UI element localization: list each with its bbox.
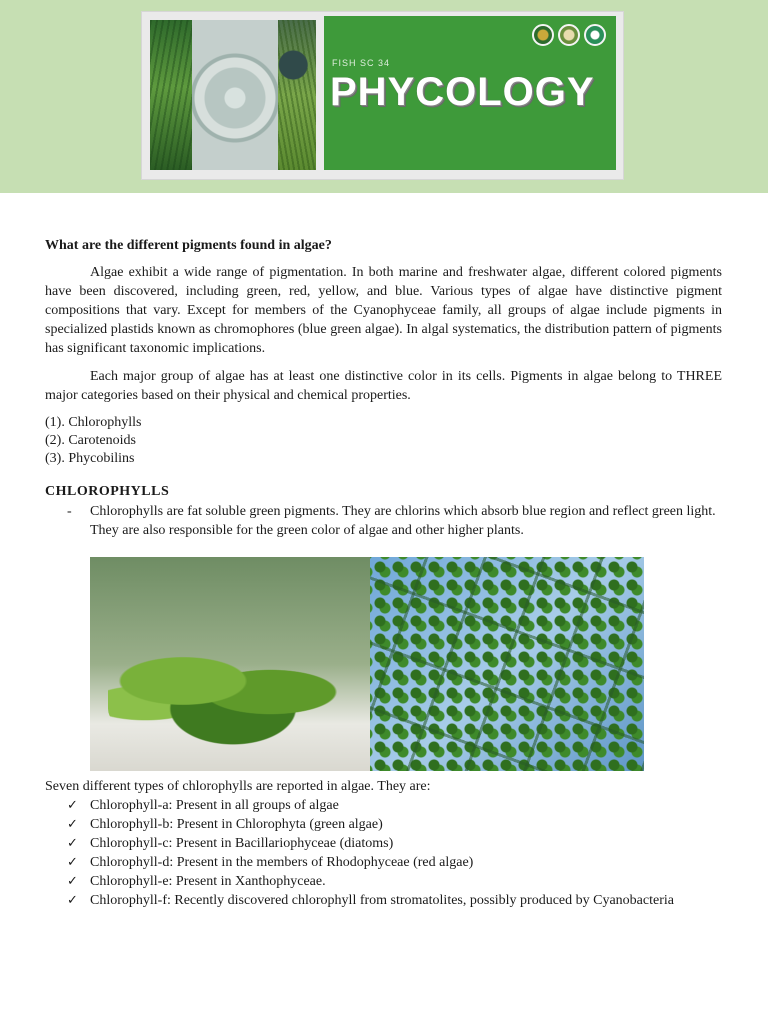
list-item: (1). Chlorophylls [45,415,142,430]
list-item [45,891,722,910]
logo-group [532,24,606,46]
seaweed-clump [108,637,358,747]
checkmark-icon: ✓ [67,893,78,908]
list-item [45,872,722,891]
list-item [45,834,722,853]
list-item-text: Chlorophyll-d: Present in the members of Rhodophyceae (red algae) [90,855,474,870]
types-intro: Seven different types of chlorophylls are reported in algae. They are: [45,779,431,794]
question-heading: What are the different pigments found in algae? [45,238,332,253]
list-item-text: Chlorophyll-b: Present in Chlorophyta (green algae) [90,817,383,832]
chlorophyll-figure [90,557,644,771]
list-item [45,815,722,834]
description-text: Chlorophylls are fat soluble green pigments. They are chlorins which absorb blue region and reflect green light. They are also responsible for the green color of algae and other higher plants. [90,504,716,538]
checkmark-icon: ✓ [67,798,78,813]
banner-title-panel [324,16,616,170]
chloroplast-cells-photo [370,557,644,771]
seagrass-photo [150,20,192,170]
green-algae-photo [90,557,370,771]
moss-photo [278,20,316,170]
university-seal-icon [532,24,554,46]
checkmark-icon: ✓ [67,817,78,832]
list-item-text: Chlorophyll-a: Present in all groups of algae [90,798,339,813]
department-logo-icon [584,24,606,46]
diatom-photo [192,20,278,170]
article-body [45,236,722,548]
list-item [45,853,722,872]
chlorophyll-types-list [45,796,722,910]
course-title: PHYCOLOGY [330,70,595,114]
checkmark-icon: ✓ [67,836,78,851]
list-item-text: Chlorophyll-f: Recently discovered chlorophyll from stromatolites, possibly produced by Cyanobacteria [90,893,674,908]
list-item-text: Chlorophyll-c: Present in Bacillariophyceae (diatoms) [90,836,394,851]
college-seal-icon [558,24,580,46]
list-item [45,796,722,815]
chlorophylls-description [45,502,722,540]
cell-walls [370,557,644,771]
course-banner [142,12,623,179]
course-code: FISH SC 34 [332,58,391,68]
pigment-category-list [45,414,722,468]
list-item: (3). Phycobilins [45,451,135,466]
banner-photo-strip [150,20,316,170]
checkmark-icon: ✓ [67,874,78,889]
checkmark-icon: ✓ [67,855,78,870]
header-band [0,0,768,193]
dash-bullet: - [67,504,72,519]
list-item: (2). Carotenoids [45,433,136,448]
intro-paragraph: Algae exhibit a wide range of pigmentation. In both marine and freshwater algae, different colored pigments have been discovered, including green, red, yellow, and blue. Various types of algae have distinctive pigment compositions that vary. Except for members of the Cyanophyceae family, all groups of algae include pigments in specialized plastids known as chromophores (blue green algae). In algal systematics, the distribution pattern of pigments has significant taxonomic implications. [45,265,722,356]
categories-paragraph: Each major group of algae has at least one distinctive color in its cells. Pigments in algae belong to THREE major categories based on their physical and chemical properties. [45,369,722,403]
chlorophylls-heading: CHLOROPHYLLS [45,484,170,499]
chlorophyll-types-section [45,777,722,910]
list-item-text: Chlorophyll-e: Present in Xanthophyceae. [90,874,326,889]
